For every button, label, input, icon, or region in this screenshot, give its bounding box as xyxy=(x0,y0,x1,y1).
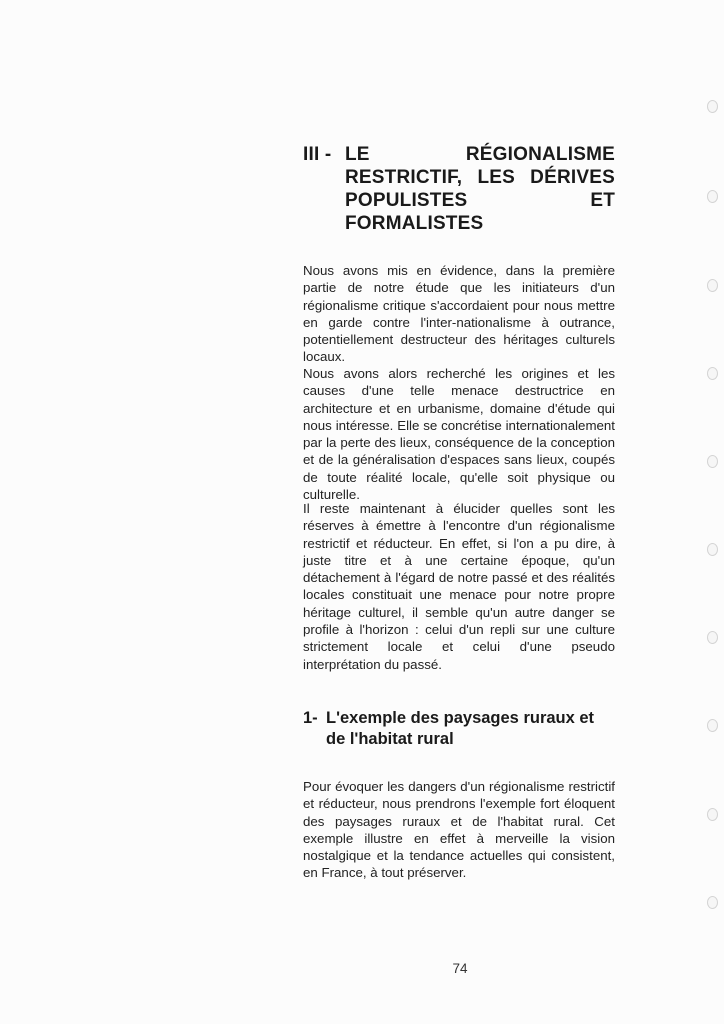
binder-hole-icon xyxy=(707,719,718,732)
binder-hole-icon xyxy=(707,367,718,380)
paragraph-1: Nous avons mis en évidence, dans la première partie de notre étude que les initiateurs d'un régionalisme critique s'accordaient pour nous mettre en garde contre l'inter-nationalisme à outrance, potentiellement destructeur des héritages culturels locaux. xyxy=(303,263,615,365)
binder-hole-icon xyxy=(707,808,718,821)
paragraph-4: Pour évoquer les dangers d'un régionalisme restrictif et réducteur, nous prendrons l'exemple fort éloquent des paysages ruraux et de l'habitat rural. Cet exemple illustre en effet à merveille la vision nostalgique et la tendance actuelles qui consistent, en France, à tout préserver. xyxy=(303,779,615,881)
paragraph-3: Il reste maintenant à élucider quelles sont les réserves à émettre à l'encontre d'un régionalisme restrictif et réducteur. En effet, si l'on a pu dire, à juste titre et à une certaine époque, qu'un détachement à l'égard de notre passé et des réalités locales constituait une menace pour notre propre héritage culturel, il semble qu'un autre danger se profile à l'horizon : celui d'un repli sur une culture strictement locale et celui d'une pseudo interprétation du passé. xyxy=(303,501,615,672)
binder-hole-icon xyxy=(707,100,718,113)
binder-hole-icon xyxy=(707,543,718,556)
section-number: III - xyxy=(303,144,332,165)
binder-hole-icon xyxy=(707,455,718,468)
subsection-title: L'exemple des paysages ruraux et de l'habitat rural xyxy=(326,709,595,748)
subsection-number: 1- xyxy=(303,709,318,727)
binder-hole-icon xyxy=(707,896,718,909)
section-title: LE RÉGIONALISME RESTRICTIF, LES DÉRIVES POPULISTES ET FORMALISTES xyxy=(345,144,615,234)
binder-hole-icon xyxy=(707,279,718,292)
binder-hole-icon xyxy=(707,631,718,644)
binder-hole-icon xyxy=(707,190,718,203)
page-number: 74 xyxy=(452,961,468,976)
paragraph-2: Nous avons alors recherché les origines et les causes d'une telle menace destructrice en architecture et en urbanisme, domaine d'étude qui nous intéresse. Elle se concrétise internationalement par la perte des lieux, conséquence de la conception et de la généralisation d'espaces sans lieux, coupés de toute réalité locale, qu'elle soit physique ou culturelle. xyxy=(303,366,615,503)
